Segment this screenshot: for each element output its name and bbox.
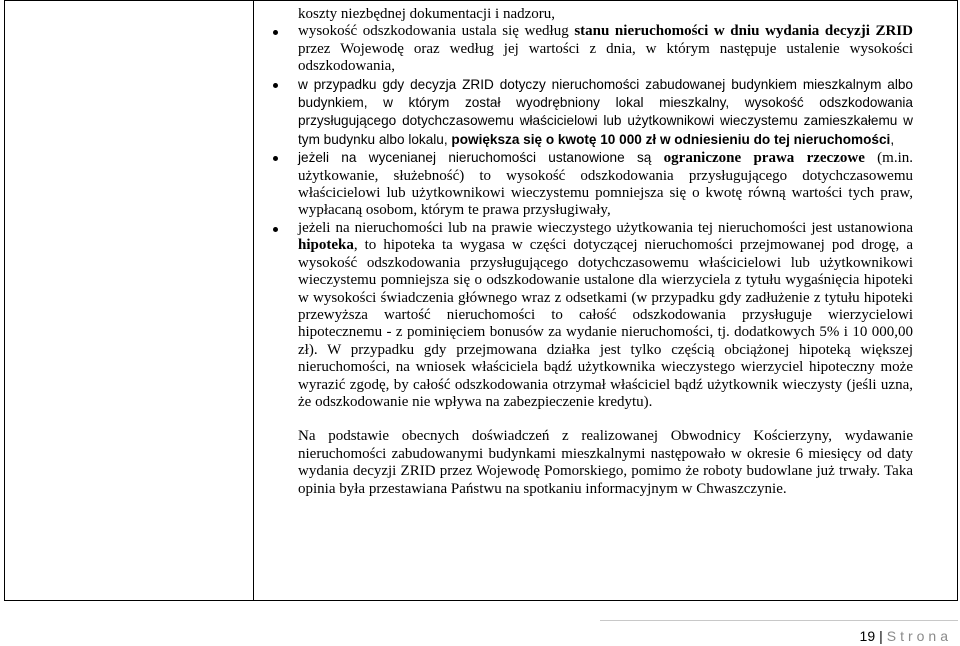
- table-cell-content: [298, 6, 913, 498]
- table-top-border: [4, 0, 958, 1]
- table-column-divider: [253, 0, 254, 601]
- list-item-text: powiększa się o kwotę 10 000 zł w odniesieniu do tej nieruchomości: [451, 131, 891, 147]
- list-item-text: ,: [890, 131, 895, 147]
- table-bottom-border: [4, 600, 958, 601]
- conditions-list: [298, 23, 913, 411]
- closing-paragraph: Na podstawie obecnych doświadczeń z realizowanej Obwodnicy Kościerzyny, wydawanie nieruchomości zabudowanymi budynkami mieszkalnymi następowało w okresie 6 miesięcy od daty wydania decyzji ZRID przez Wojewodę Pomorskiego, pomimo że roboty budowlane już trwały. Taka opinia była przestawiana Państwu na spotkaniu informacyjnym w Chwaszczynie.: [298, 428, 913, 497]
- page-word: Strona: [886, 628, 952, 644]
- page-footer: [860, 628, 952, 644]
- table-right-border: [957, 0, 958, 601]
- list-item-text: jeżeli na nieruchomości lub na prawie wieczystego użytkowania tej nieruchomości jest ustanowiona: [298, 219, 913, 236]
- list-item-text: stanu nieruchomości w dniu wydania decyzji ZRID: [574, 23, 913, 40]
- page-number: 19: [859, 628, 876, 644]
- list-item: [298, 149, 913, 220]
- list-item-text: jeżeli na wycenianej nieruchomości ustanowione są: [298, 150, 664, 166]
- bullet-dot-icon: [273, 227, 278, 232]
- list-item: [298, 220, 913, 411]
- footer-separator: |: [879, 628, 883, 644]
- table-left-border: [4, 0, 5, 601]
- bullet-dot-icon: [273, 83, 278, 88]
- intro-line: koszty niezbędnej dokumentacji i nadzoru,: [298, 6, 555, 22]
- list-item: [298, 23, 913, 75]
- list-item-text: , to hipoteka ta wygasa w części dotyczącej nieruchomości przejmowanej pod drogę, a wysokość odszkodowania przysługującego dotychczasowemu właścicielowi lub użytkownikowi wieczystemu pomniejsza się o odszkodowanie ustalone dla wierzyciela z tytułu wygaśnięcia hipoteki w wysokości świadczenia głównego wraz z odsetkami (w przypadku gdy zadłużenie z tytułu hipoteki przewyższa wartość nieruchomości to całość odszkodowania przysługuje wierzycielowi hipotecznemu - z pominięciem bonusów za wydanie nieruchomości, tj. dodatkowych 5% i 10 000,00 zł). W przypadku gdy przejmowana działka jest tylko częścią obciążonej hipoteką większej nieruchomości, na wniosek właściciela bądź użytkownika wieczystego wierzyciel hipoteczny może wyrazić zgodę, by całość odszkodowania otrzymał właściciel bądź użytkownik wieczysty (jeśli uzna, że odszkodowanie nie wpływa na zabezpieczenie kredytu).: [298, 237, 913, 410]
- footer-rule: [600, 620, 958, 621]
- list-item-text: ograniczone prawa rzeczowe: [663, 150, 865, 167]
- list-item-text: wysokość odszkodowania ustala się według: [298, 23, 575, 40]
- list-item-text: przez Wojewodę oraz według jej wartości z dnia, w którym następuje ustalenie wysokości odszkodowania,: [298, 40, 913, 75]
- list-item-text: w przypadku gdy decyzja ZRID dotyczy nieruchomości zabudowanej budynkiem mieszkalnym albo budynkiem, w którym został wyodrębniony lokal mieszkalny, wysokość odszkodowania przysługującego dotychczasowemu właścicielowi lub użytkownikowi wieczystemu zamieszkałemu w tym budynku albo lokalu,: [298, 76, 913, 147]
- list-item: [298, 76, 913, 150]
- list-item-text: (m.in. użytkowanie, służebność) to wysokość odszkodowania przysługującego dotychczasowemu właścicielowi lub użytkownikowi wieczystemu pomniejsza się o kwotę równą wartości tych praw, wypłacaną osobom, którym te prawa przysługiwały,: [298, 150, 913, 219]
- list-item-text: hipoteka: [298, 237, 354, 254]
